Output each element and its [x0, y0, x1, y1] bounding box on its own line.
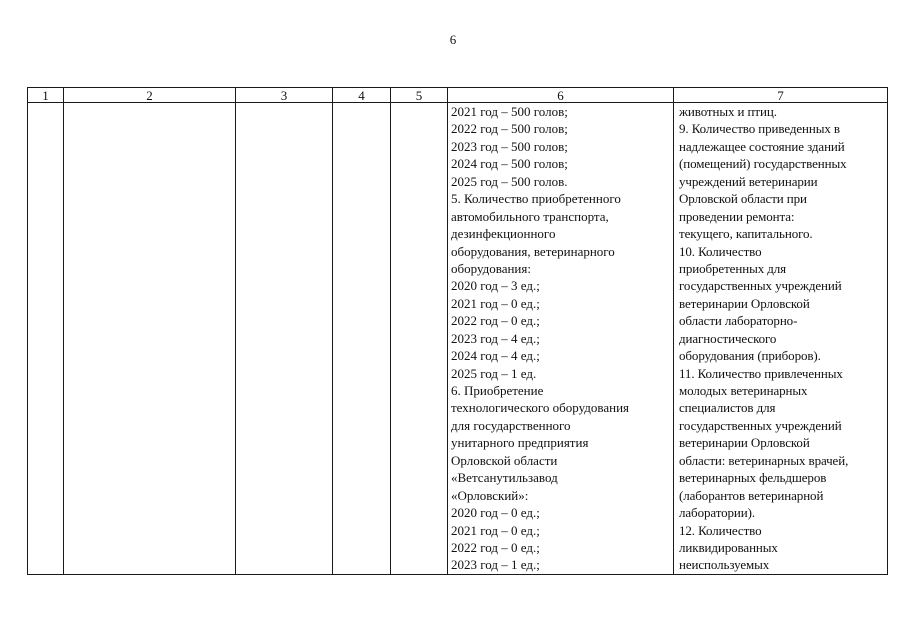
col6-text-line: 6. Приобретение: [451, 383, 544, 398]
col6-text-line: 2023 год – 4 ед.;: [451, 330, 540, 346]
col6-text-line: «Орловский»:: [451, 487, 529, 503]
col6-text-line: Орловской области: [451, 452, 558, 468]
page-number: 6: [449, 32, 457, 47]
col6-text-line: «Ветсанутильзавод: [451, 470, 558, 486]
col7-text-line: неиспользуемых: [679, 557, 770, 573]
cell-col-2: [64, 103, 236, 575]
col7-text-line: текущего, капитального.: [679, 226, 813, 242]
col7-text-line: оборудования (приборов).: [679, 348, 821, 364]
col7-text-line: учреждений ветеринарии: [679, 173, 818, 189]
col7-text-line: животных и птиц.: [679, 104, 777, 119]
column-header-5: 5: [391, 88, 448, 103]
col7-text-line: области лабораторно-: [679, 313, 798, 329]
col6-text-line: 2024 год – 4 ед.;: [451, 348, 540, 364]
col6-text-line: 2025 год – 500 голов.: [451, 173, 568, 189]
col6-text-line: 2020 год – 3 ед.;: [451, 278, 540, 294]
column-header-1: 1: [28, 88, 64, 103]
col7-text-line: лаборатории).: [679, 505, 756, 521]
col7-text-line: (лаборантов ветеринарной: [679, 487, 824, 503]
col7-text-line: ветеринарных фельдшеров: [679, 470, 827, 486]
col7-text-line: Орловской области при: [679, 191, 807, 207]
col6-text-line: автомобильного транспорта,: [451, 208, 609, 224]
col7-text-line: специалистов для: [679, 400, 776, 416]
col7-text-line: диагностического: [679, 330, 777, 346]
table-row: [28, 103, 888, 575]
col6-text-line: оборудования:: [451, 260, 531, 276]
cell-col-4: [333, 103, 391, 575]
col6-text-line: 2022 год – 0 ед.;: [451, 539, 540, 555]
indicator-descriptions-text: [674, 103, 887, 574]
col6-text-line: 2020 год – 0 ед.;: [451, 505, 540, 521]
column-header-3: 3: [236, 88, 333, 103]
program-indicators-table: [27, 87, 888, 575]
col6-text-line: для государственного: [451, 417, 571, 433]
col6-text-line: 2024 год – 500 голов;: [451, 156, 568, 172]
indicator-values-text: [448, 103, 673, 574]
col7-text-line: 10. Количество: [679, 243, 762, 259]
col7-text-line: проведении ремонта:: [679, 208, 795, 224]
col7-text-line: 12. Количество: [679, 522, 762, 538]
col6-text-line: дезинфекционного: [451, 226, 556, 242]
col6-text-line: 2021 год – 0 ед.;: [451, 522, 540, 538]
col7-text-line: приобретенных для: [679, 260, 787, 276]
col6-text-line: технологического оборудования: [451, 400, 630, 416]
column-header-6: 6: [448, 88, 674, 103]
col6-text-line: 2021 год – 500 голов;: [451, 104, 568, 119]
col6-text-line: 2025 год – 1 ед.: [451, 365, 537, 381]
col6-text-line: 2022 год – 0 ед.;: [451, 313, 540, 329]
col6-text-line: 5. Количество приобретенного: [451, 191, 621, 207]
table-header-row: [28, 88, 888, 103]
cell-col-7: [674, 103, 888, 575]
col7-text-line: (помещений) государственных: [679, 156, 847, 172]
col6-text-line: 2023 год – 1 ед.;: [451, 557, 540, 573]
col7-text-line: 11. Количество привлеченных: [679, 365, 843, 381]
col7-text-line: области: ветеринарных врачей,: [679, 452, 849, 468]
col7-text-line: государственных учреждений: [679, 278, 842, 294]
col6-text-line: 2021 год – 0 ед.;: [451, 295, 540, 311]
cell-col-1: [28, 103, 64, 575]
col7-text-line: ветеринарии Орловской: [679, 435, 810, 451]
col7-text-line: ветеринарии Орловской: [679, 295, 810, 311]
col6-text-line: 2023 год – 500 голов;: [451, 138, 568, 154]
col7-text-line: 9. Количество приведенных в: [679, 121, 840, 137]
col7-text-line: государственных учреждений: [679, 417, 842, 433]
column-header-7: 7: [674, 88, 888, 103]
col6-text-line: 2022 год – 500 голов;: [451, 121, 568, 137]
cell-col-6: [448, 103, 674, 575]
column-header-4: 4: [333, 88, 391, 103]
cell-col-5: [391, 103, 448, 575]
column-header-2: 2: [64, 88, 236, 103]
col7-text-line: молодых ветеринарных: [679, 383, 808, 398]
cell-col-3: [236, 103, 333, 575]
col7-text-line: ликвидированных: [679, 539, 778, 555]
col6-text-line: унитарного предприятия: [451, 435, 589, 451]
col7-text-line: надлежащее состояние зданий: [679, 138, 845, 154]
col6-text-line: оборудования, ветеринарного: [451, 243, 615, 259]
